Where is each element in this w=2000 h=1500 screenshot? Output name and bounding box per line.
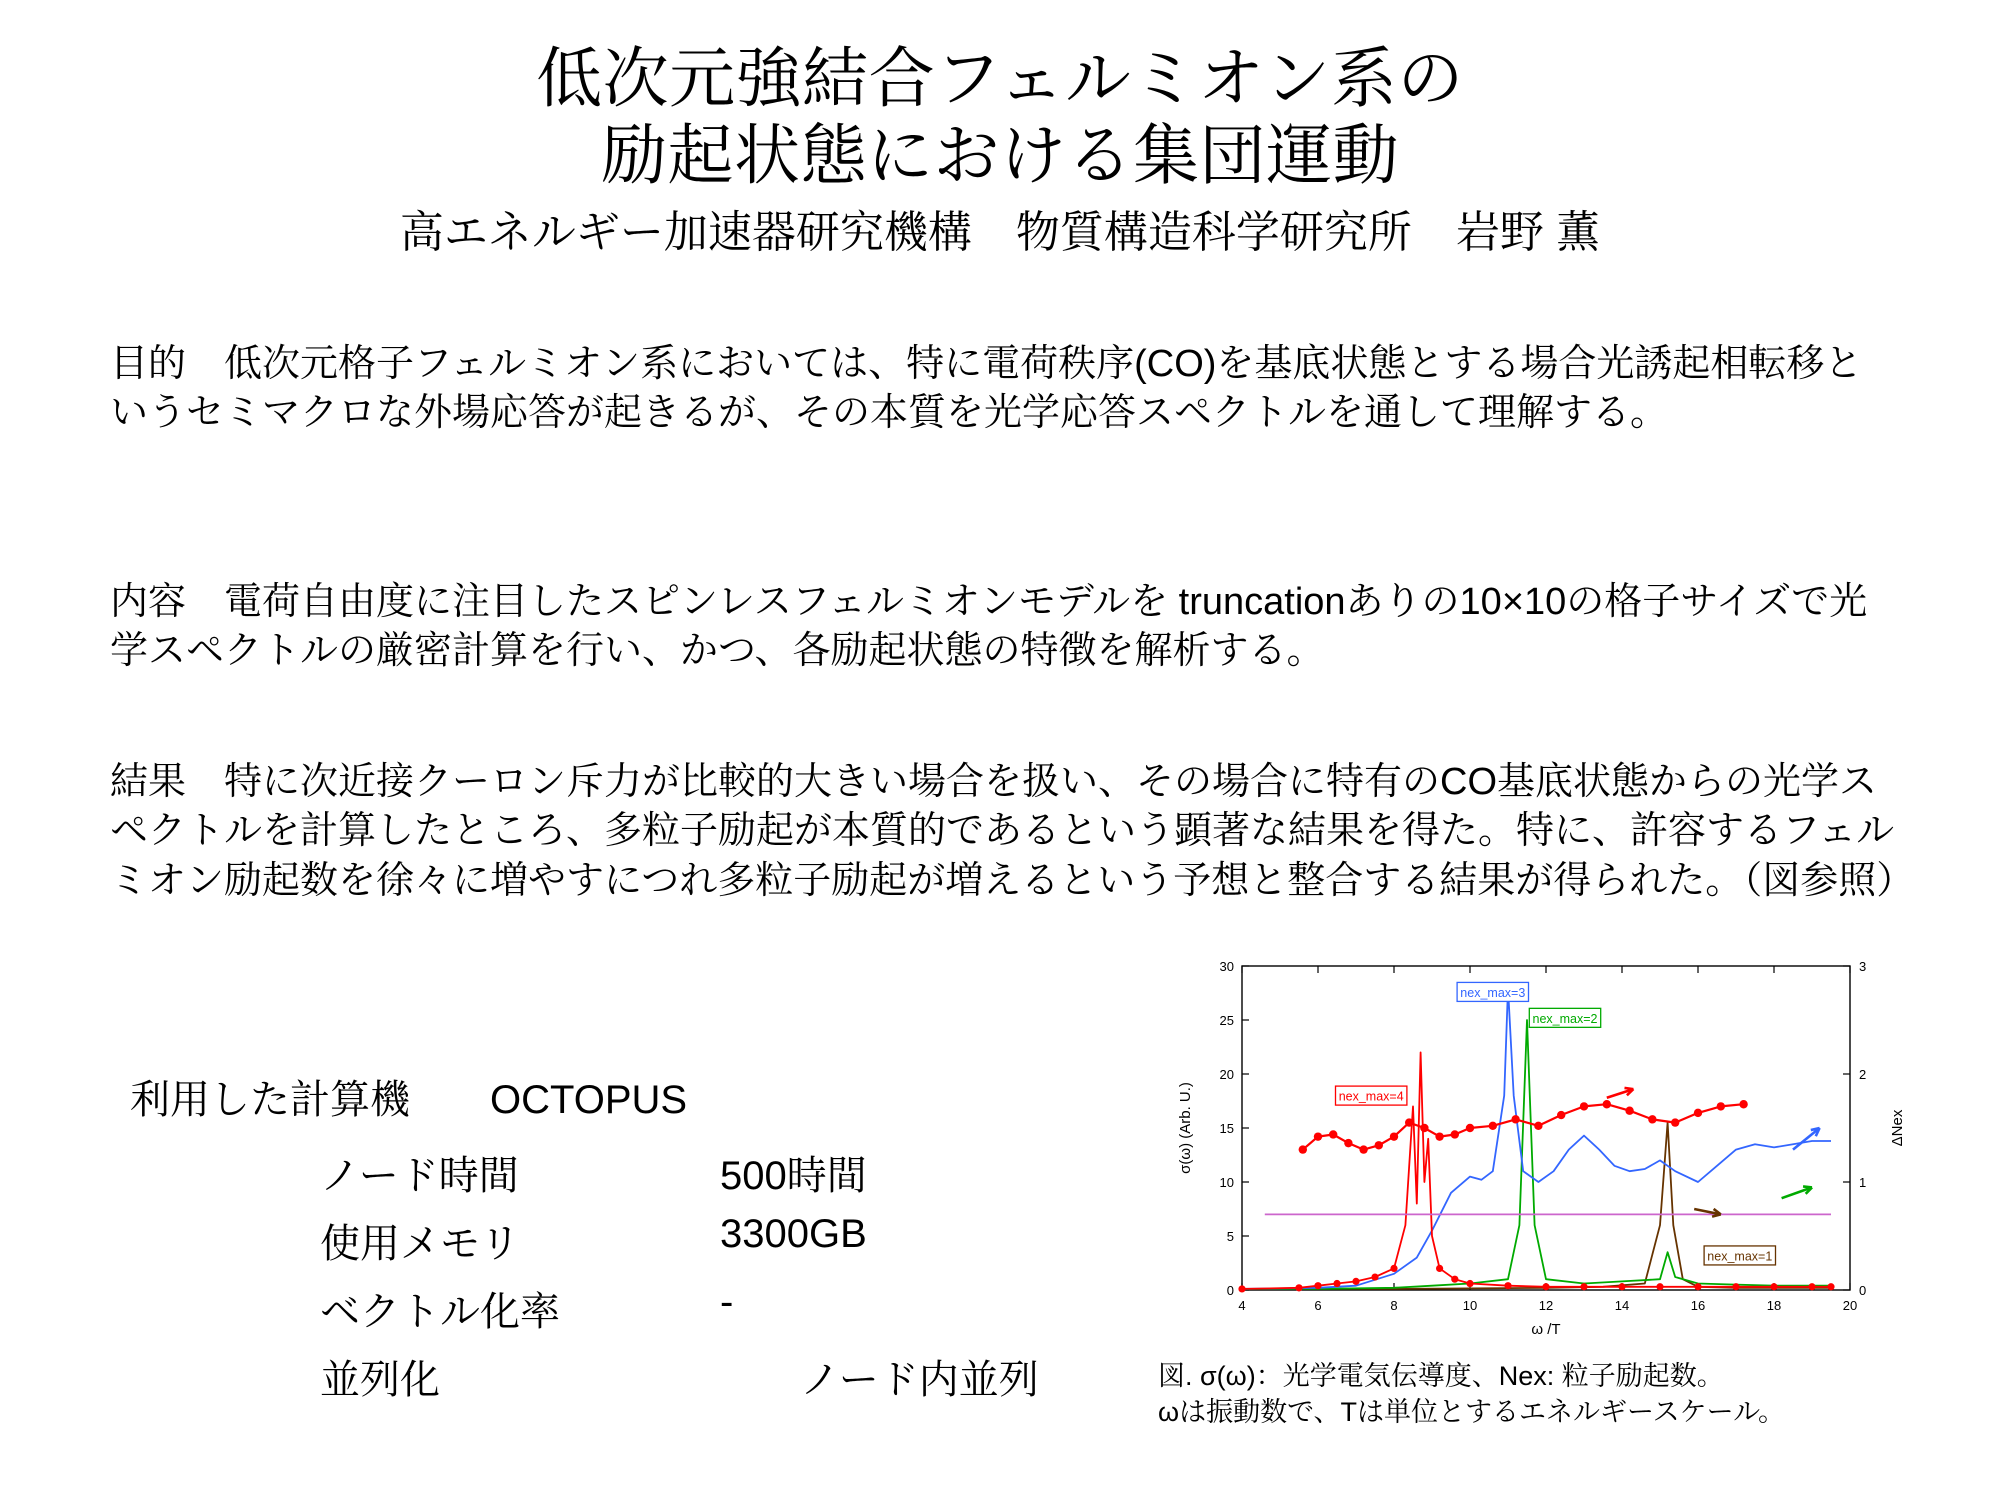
svg-text:25: 25 [1219, 1013, 1234, 1028]
svg-text:nex_max=1: nex_max=1 [1707, 1249, 1773, 1264]
svg-text:5: 5 [1226, 1229, 1234, 1244]
svg-text:ΔNex: ΔNex [1889, 1109, 1906, 1147]
paragraph-result: 結果 特に次近接クーロン斥力が比較的大きい場合を扱い、その場合に特有のCO基底状態からの光学スペクトルを計算したところ、多粒子励起が本質的であるという顕著な結果を得た。特に、許容するフェルミオン励起数を徐々に増やすにつれ多粒子励起が増えるという予想と整合する結果が得られた。（図参照） [110, 761, 1915, 902]
svg-text:0: 0 [1859, 1283, 1867, 1298]
svg-text:30: 30 [1219, 959, 1234, 974]
svg-text:6: 6 [1314, 1298, 1322, 1313]
svg-text:10: 10 [1462, 1298, 1478, 1313]
svg-text:2: 2 [1859, 1067, 1867, 1082]
svg-text:16: 16 [1690, 1298, 1706, 1313]
machine-label-memory: 使用メモリ [320, 1222, 520, 1266]
svg-text:σ(ω) (Arb. U.): σ(ω) (Arb. U.) [1177, 1082, 1194, 1174]
title-block [0, 40, 2000, 260]
title-line-1: 低次元強結合フェルミオン系の [536, 41, 1464, 115]
chart-svg [1146, 948, 1936, 1348]
svg-text:4: 4 [1238, 1298, 1246, 1313]
svg-text:0: 0 [1226, 1283, 1234, 1298]
svg-text:3: 3 [1859, 959, 1867, 974]
machine-spec-table [320, 1140, 1039, 1412]
machine-label-parallelization: 並列化 [320, 1358, 440, 1402]
table-row [320, 1208, 1039, 1276]
svg-text:18: 18 [1766, 1298, 1782, 1313]
machine-value-node-time: 500時間 [720, 1154, 867, 1198]
svg-text:20: 20 [1842, 1298, 1858, 1313]
table-row [320, 1276, 1039, 1344]
machine-label-vectorization: ベクトル化率 [320, 1290, 560, 1334]
svg-text:14: 14 [1614, 1298, 1630, 1313]
svg-text:nex_max=4: nex_max=4 [1338, 1089, 1404, 1104]
spectrum-chart [1146, 948, 1936, 1348]
svg-text:1: 1 [1859, 1175, 1867, 1190]
machine-value-vectorization: - [720, 1280, 734, 1324]
machine-value-memory: 3300GB [720, 1212, 867, 1256]
svg-text:10: 10 [1219, 1175, 1234, 1190]
table-row [320, 1344, 1039, 1412]
figure-caption [1158, 1358, 1998, 1431]
svg-text:ω /T: ω /T [1531, 1321, 1561, 1338]
table-row [320, 1140, 1039, 1208]
author-affiliation: 高エネルギー加速器研究機構 物質構造科学研究所 岩野 薫 [399, 208, 1601, 258]
figure-caption-line-2: ωは振動数で、Tは単位とするエネルギースケール。 [1158, 1397, 1785, 1428]
paragraph-purpose: 目的 低次元格子フェルミオン系においては、特に電荷秩序(CO)を基底状態とする場合光誘起相転移というセミマクロな外場応答が起きるが、その本質を光学応答スペクトルを通して理解する。 [110, 343, 1863, 435]
machine-heading: 利用した計算機 OCTOPUS [130, 1078, 688, 1122]
svg-text:nex_max=3: nex_max=3 [1460, 985, 1526, 1000]
svg-text:12: 12 [1538, 1298, 1554, 1313]
title-line-2: 励起状態における集団運動 [601, 117, 1399, 192]
machine-value-parallelization: ノード内並列 [800, 1358, 1039, 1402]
svg-text:nex_max=2: nex_max=2 [1532, 1011, 1598, 1026]
svg-text:8: 8 [1390, 1298, 1398, 1313]
machine-label-node-time: ノード時間 [320, 1154, 519, 1198]
svg-text:20: 20 [1219, 1067, 1234, 1082]
figure-caption-line-1: 図. σ(ω)：光学電気伝導度、Nex: 粒子励起数。 [1158, 1361, 1724, 1391]
svg-text:15: 15 [1219, 1121, 1234, 1136]
paragraph-content: 内容 電荷自由度に注目したスピンレスフェルミオンモデルを truncationありの10×10の格子サイズで光学スペクトルの厳密計算を行い、かつ、各励起状態の特徴を解析する。 [110, 581, 1868, 673]
